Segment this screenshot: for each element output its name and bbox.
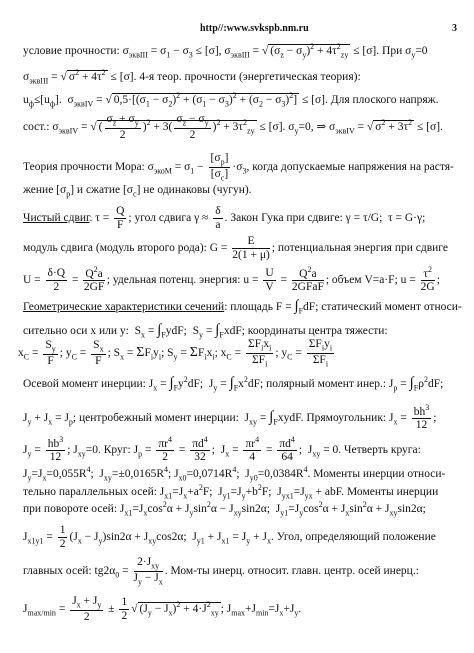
- formula-line: тельно параллельных осей: $J_{x1}=J_x+a^2F$; $J_{y1}=J_y+b^2F$; $J_{yx1}=J_{yx}$ + abF. Моменты инерции: [23, 483, 439, 501]
- formula-line: $u_ф\le[u_ф]$. $\sigma_{эквIV}$ = √ $0,5\cdot[(\sigma_1 - \sigma_2)^2 + (\sigma_1 - \sigma_3)^2 + (\sigma_2 - \sigma_3)^2] \le [\sigma]$. Для плоского напряж.: [23, 91, 439, 109]
- formula-line: сительно оси x или y: $S_x = \int_FydF$; $S_y = \int_FxdF$; координаты центра тяжести:: [23, 322, 388, 340]
- formula-line: главных осей: $tg2\alpha_0$ = $\frac{2\cdot J_{xy}}{J_y - J_x}$ . Мом-ты инерц. относит. главн. центр. осей инерц.:: [23, 556, 419, 587]
- formula-line: U = $\frac{\delta\cdot Q}{2}$ = $\frac{Q^2a}{2GF}$ ; удельная потенц. энергия: u = $\frac{U}{V}$ = $\frac{Q^2a}{\text{2GFaF}}$ ; объем V=a·F; u = $\frac{\tau^2}{2G}$ ;: [23, 265, 440, 294]
- formula-line: при повороте осей: $J_{x1}=J_x\cos^2\alpha + J_y\sin^2\alpha - J_{xy}\sin 2\alpha$; $J_{y1}=J_y\cos^2\alpha + J_x\sin^2\alpha + J_{xy}\sin 2\alpha$;: [23, 500, 426, 518]
- formula-line: $x_C$ = $\frac{S_y}{F}$ ; $y_C$ = $\frac{S_x}{F}$ ; $S_x = \Sigma F_iy_i$; $S_y = \Sigma F_ix_i$; $x_C$ = $\frac{\Sigma F_ix_i}{\Sigma F_i}$ ; $y_C$ = $\frac{\Sigma F_iy_i}{\Sigma F_i}$: [18, 338, 333, 369]
- formula-line: условие прочности: $\sigma_{эквIII} = \sigma_1 - \sigma_3 \le [\sigma]$, $\sigma_{эквIII}$ = √ $(\sigma_z - \sigma_y)^2 + 4\tau^2_{zy} \le [\sigma]$. При $\sigma_y=0$: [23, 42, 428, 60]
- formula-line: Чистый сдвиг. τ = $\frac{Q}{F}$ ; угол сдвига γ ≈ $\frac{\delta}{a}$ . Закон Гука при сдвиге: γ = τ/G; τ = G·γ;: [23, 205, 426, 231]
- formula-line: $\sigma_{эквIII}$ = √ $\sigma^2 + 4\tau^2 \le [\sigma]$. 4-я теор. прочности (энергетическая теория):: [23, 68, 361, 86]
- formula-line: жение $[\sigma_р]$ и сжатие $[\sigma_с]$ не одинаковы (чугун).: [23, 184, 252, 199]
- page-header: [0, 23, 474, 37]
- formula-line: Осевой момент инерции: $J_x = \int_Fy^2dF$; $J_y = \int_Fx^2dF$; полярный момент инер.: $J_p = \int_F\rho^2dF$;: [23, 375, 444, 393]
- formula-line: $J_{max/min}$ = $\frac{J_x + J_y}{2}$ ± $\frac{1}{2}$ √ $(J_y - J_x)^2 + 4\cdot J^2_{xy}$ ; $J_{max}+J_{min}=J_x+J_y$.: [23, 595, 302, 624]
- formula-line: $J_y$ = $\frac{hb^3}{12}$ ; $J_{xy}=0$. Круг: $J_p$ = $\frac{\pi r^4}{2}$ = $\frac{\pi d^4}{32}$ ; $J_x$ = $\frac{\pi r^4}{4}$ = $\frac{\pi d^4}{64}$ ; $J_{xy} = 0$. Четверть круга:: [23, 435, 421, 464]
- formula-line: $J_y + J_x = J_p$; центробежный момент инерции: $J_{xy}$ = $\int_FxydF$. Прямоугольник: $J_x$ = $\frac{bh^3}{12}$ ;: [23, 403, 437, 432]
- formula-line: модуль сдвига (модуль второго рода): G = $\frac{E}{2(1 + \mu)}$ ; потенциальная энергия при сдвиге: [23, 235, 448, 261]
- formula-line: $J_y=J_x=0,055R^4$; $J_{xy}=\pm 0,0165R^4$; $J_{x0}=0,0714R^4$; $J_{y0}=0,0384R^4$. Моменты инерции относи-: [23, 465, 446, 483]
- formula-line: сост.: $\sigma_{эквIV}$ = √ ( $\frac{\sigma_z + \sigma_y}{2}$ )$^2$ + 3( $\frac{\sigma_z - \sigma_y}{2}$ )$^2 + 3\tau^2_{zy} \le [\sigma]$. $\sigma_y=0$, ⇒ $\sigma_{эквIV}$ = √ $\sigma^2 + 3\tau^2 \le [\sigma]$.: [23, 113, 443, 142]
- page-number: 3: [452, 23, 457, 34]
- formula-line: Теория прочности Мора: $\sigma_{экоМ} = \sigma_1$ − $\frac{[\sigma_р]}{[\sigma_с]}$ $\cdot\sigma_3$, когда допускаемые напряжения на растя-: [23, 152, 454, 183]
- formula-line: $J_{x1y1}$ = $\frac{1}{2}$ $(J_x - J_y)\sin 2\alpha + J_{xy}\cos 2\alpha$; $J_{y1} + J_{x1} = J_y + J_x$. Угол, определяющий положение: [23, 524, 436, 550]
- formula-line: Геометрические характеристики сечений: площадь $F = \int_FdF$; статический момент относи-: [23, 298, 462, 316]
- header-url: http//:www.svkspb.nm.ru: [200, 23, 309, 34]
